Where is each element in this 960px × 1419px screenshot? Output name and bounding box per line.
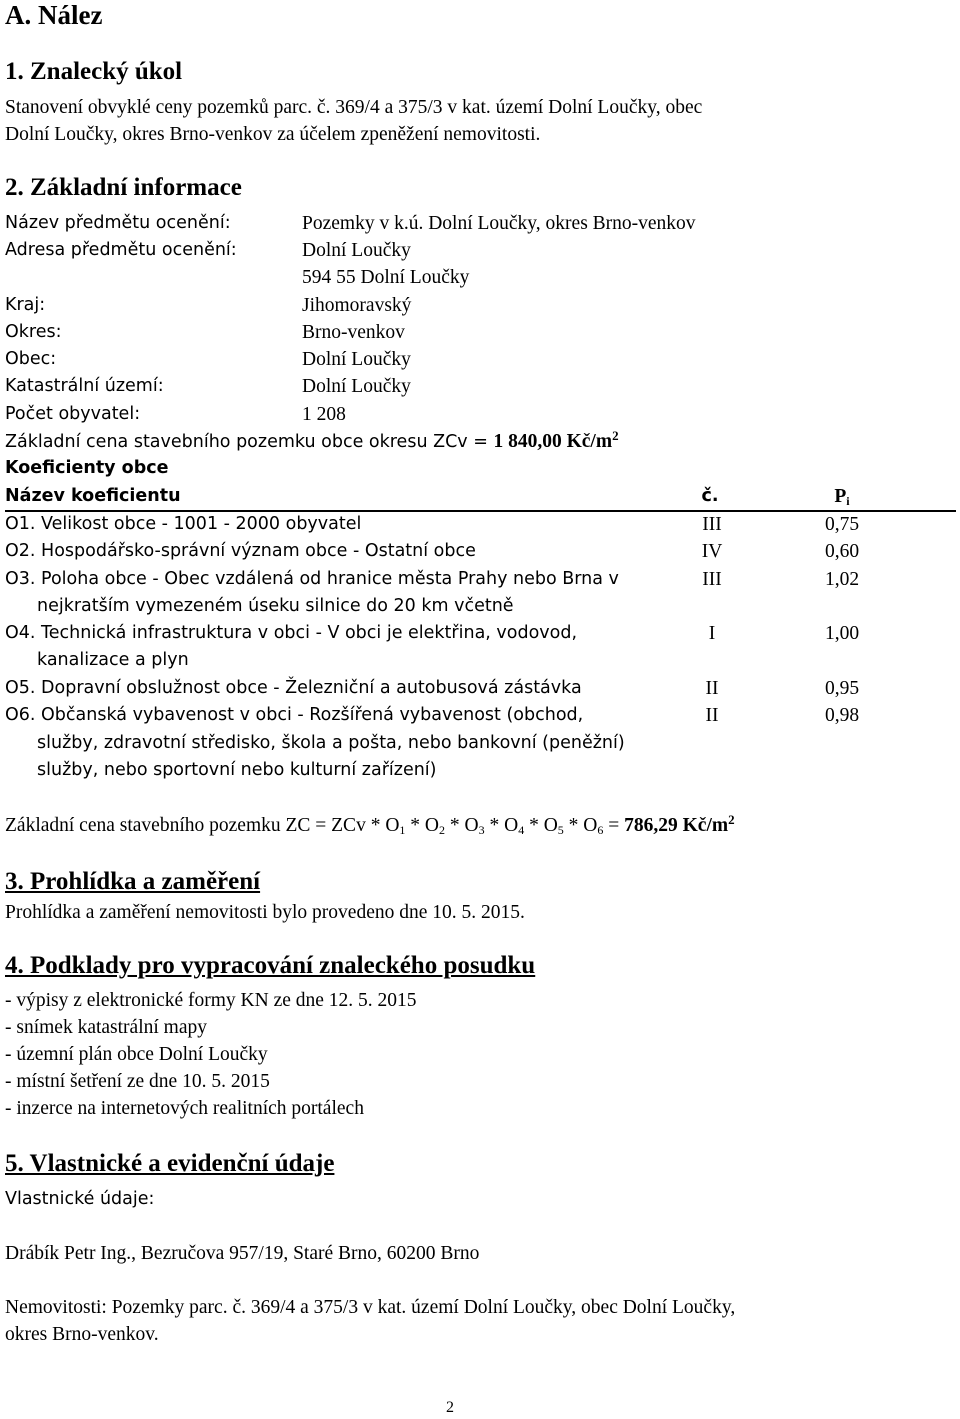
row-name-cont: služby, zdravotní středisko, škola a pošta, nebo bankovní (peněžní) <box>37 733 625 753</box>
zc-sub: 6 <box>597 823 604 837</box>
row-p: 1,00 <box>824 623 860 644</box>
zc-result: 786,29 Kč/m <box>624 815 729 836</box>
zc-sub: 5 <box>557 823 564 837</box>
table-header-name: Název koeficientu <box>5 486 181 506</box>
field-label: Adresa předmětu ocenění: <box>5 240 237 260</box>
section-1-heading: 1. Znalecký úkol <box>5 58 183 85</box>
row-name: O6. Občanská vybavenost v obci - Rozšířená vybavenost (obchod, <box>5 705 584 725</box>
field-value: Brno-venkov <box>302 322 405 343</box>
row-name: O1. Velikost obce - 1001 - 2000 obyvatel <box>5 514 362 534</box>
zc-formula <box>5 812 735 839</box>
row-p: 1,02 <box>824 569 860 590</box>
table-header-p-sub: i <box>846 494 850 508</box>
row-name: O5. Dopravní obslužnost obce - Železniční a autobusová zástávka <box>5 678 582 698</box>
row-class: III <box>702 514 722 535</box>
list-item: - snímek katastrální mapy <box>5 1017 207 1038</box>
field-label: Obec: <box>5 349 57 369</box>
field-value: Jihomoravský <box>302 295 412 316</box>
row-class: I <box>708 623 716 644</box>
row-p: 0,60 <box>824 541 860 562</box>
row-name-cont: služby, nebo sportovní nebo kulturní zařízení) <box>37 760 437 780</box>
zcv-label: Základní cena stavebního pozemku obce okresu ZCv = <box>5 432 494 452</box>
zc-sub: 1 <box>399 823 406 837</box>
task-text-line-2: Dolní Loučky, okres Brno-venkov za účelem zpeněžení nemovitosti. <box>5 124 541 145</box>
field-label: Kraj: <box>5 295 46 315</box>
section-4-heading: 4. Podklady pro vypracování znaleckého posudku <box>5 952 536 979</box>
row-name: O4. Technická infrastruktura v obci - V obci je elektřina, vodovod, <box>5 623 578 643</box>
list-item: - územní plán obce Dolní Loučky <box>5 1044 268 1065</box>
coefficients-title: Koeficienty obce <box>5 458 169 478</box>
field-value: Dolní Loučky <box>302 349 411 370</box>
property-text-line-1: Nemovitosti: Pozemky parc. č. 369/4 a 375/3 v kat. území Dolní Loučky, obec Dolní Loučky, <box>5 1297 736 1318</box>
row-p: 0,95 <box>824 678 860 699</box>
section-a-title: A. Nález <box>5 0 103 30</box>
table-header-p-letter: P <box>834 486 847 507</box>
row-p: 0,75 <box>824 514 860 535</box>
owner-text: Drábík Petr Ing., Bezručova 957/19, Staré Brno, 60200 Brno <box>5 1243 480 1264</box>
row-class: II <box>705 705 719 726</box>
row-name: O3. Poloha obce - Obec vzdálená od hranice města Prahy nebo Brna v <box>5 569 619 589</box>
zc-op: * O <box>445 815 479 836</box>
section-3-heading: 3. Prohlídka a zaměření <box>5 868 261 895</box>
field-value: Pozemky v k.ú. Dolní Loučky, okres Brno-venkov <box>302 213 696 234</box>
row-name: O2. Hospodářsko-správní význam obce - Ostatní obce <box>5 541 476 561</box>
inspection-text: Prohlídka a zaměření nemovitosti bylo provedeno dne 10. 5. 2015. <box>5 902 525 923</box>
zc-op: * O <box>524 815 558 836</box>
row-class: III <box>702 569 722 590</box>
field-value: 1 208 <box>302 404 346 425</box>
task-text-line-1: Stanovení obvyklé ceny pozemků parc. č. 369/4 a 375/3 v kat. území Dolní Loučky, obec <box>5 97 703 118</box>
list-item: - inzerce na internetových realitních portálech <box>5 1098 364 1119</box>
table-header-class: č. <box>701 486 719 506</box>
zc-sub: 3 <box>478 823 485 837</box>
zc-prefix: Základní cena stavebního pozemku ZC = ZCv * O <box>5 815 400 836</box>
zcv-line <box>5 428 619 456</box>
row-name-cont: nejkratším vymezeném úseku silnice do 20 km včetně <box>37 596 514 616</box>
zc-op: * O <box>484 815 519 836</box>
field-label: Okres: <box>5 322 62 342</box>
property-text-line-2: okres Brno-venkov. <box>5 1324 159 1345</box>
zcv-value: 1 840,00 Kč/m <box>493 431 613 452</box>
zc-exponent: 2 <box>728 812 735 827</box>
section-2-heading: 2. Základní informace <box>5 174 242 201</box>
owner-label: Vlastnické údaje: <box>5 1189 155 1209</box>
field-value: Dolní Loučky <box>302 240 411 261</box>
field-value: Dolní Loučky <box>302 376 411 397</box>
zc-sub: 2 <box>439 823 445 837</box>
row-name-cont: kanalizace a plyn <box>37 650 189 670</box>
section-5-heading: 5. Vlastnické a evidenční údaje <box>5 1150 335 1177</box>
row-class: II <box>705 678 719 699</box>
field-label: Katastrální území: <box>5 376 164 396</box>
field-value: 594 55 Dolní Loučky <box>302 267 470 288</box>
row-p: 0,98 <box>824 705 860 726</box>
list-item: - místní šetření ze dne 10. 5. 2015 <box>5 1071 270 1092</box>
page-number: 2 <box>446 1399 454 1416</box>
zc-op: * O <box>405 815 439 836</box>
zcv-exponent: 2 <box>612 428 619 443</box>
field-label: Počet obyvatel: <box>5 404 141 424</box>
row-class: IV <box>701 541 723 562</box>
zc-sub: 4 <box>518 823 525 837</box>
field-label: Název předmětu ocenění: <box>5 213 231 233</box>
zc-op: = <box>603 815 625 836</box>
zc-op: * O <box>563 815 598 836</box>
list-item: - výpisy z elektronické formy KN ze dne 12. 5. 2015 <box>5 990 417 1011</box>
table-header-p <box>822 483 862 510</box>
